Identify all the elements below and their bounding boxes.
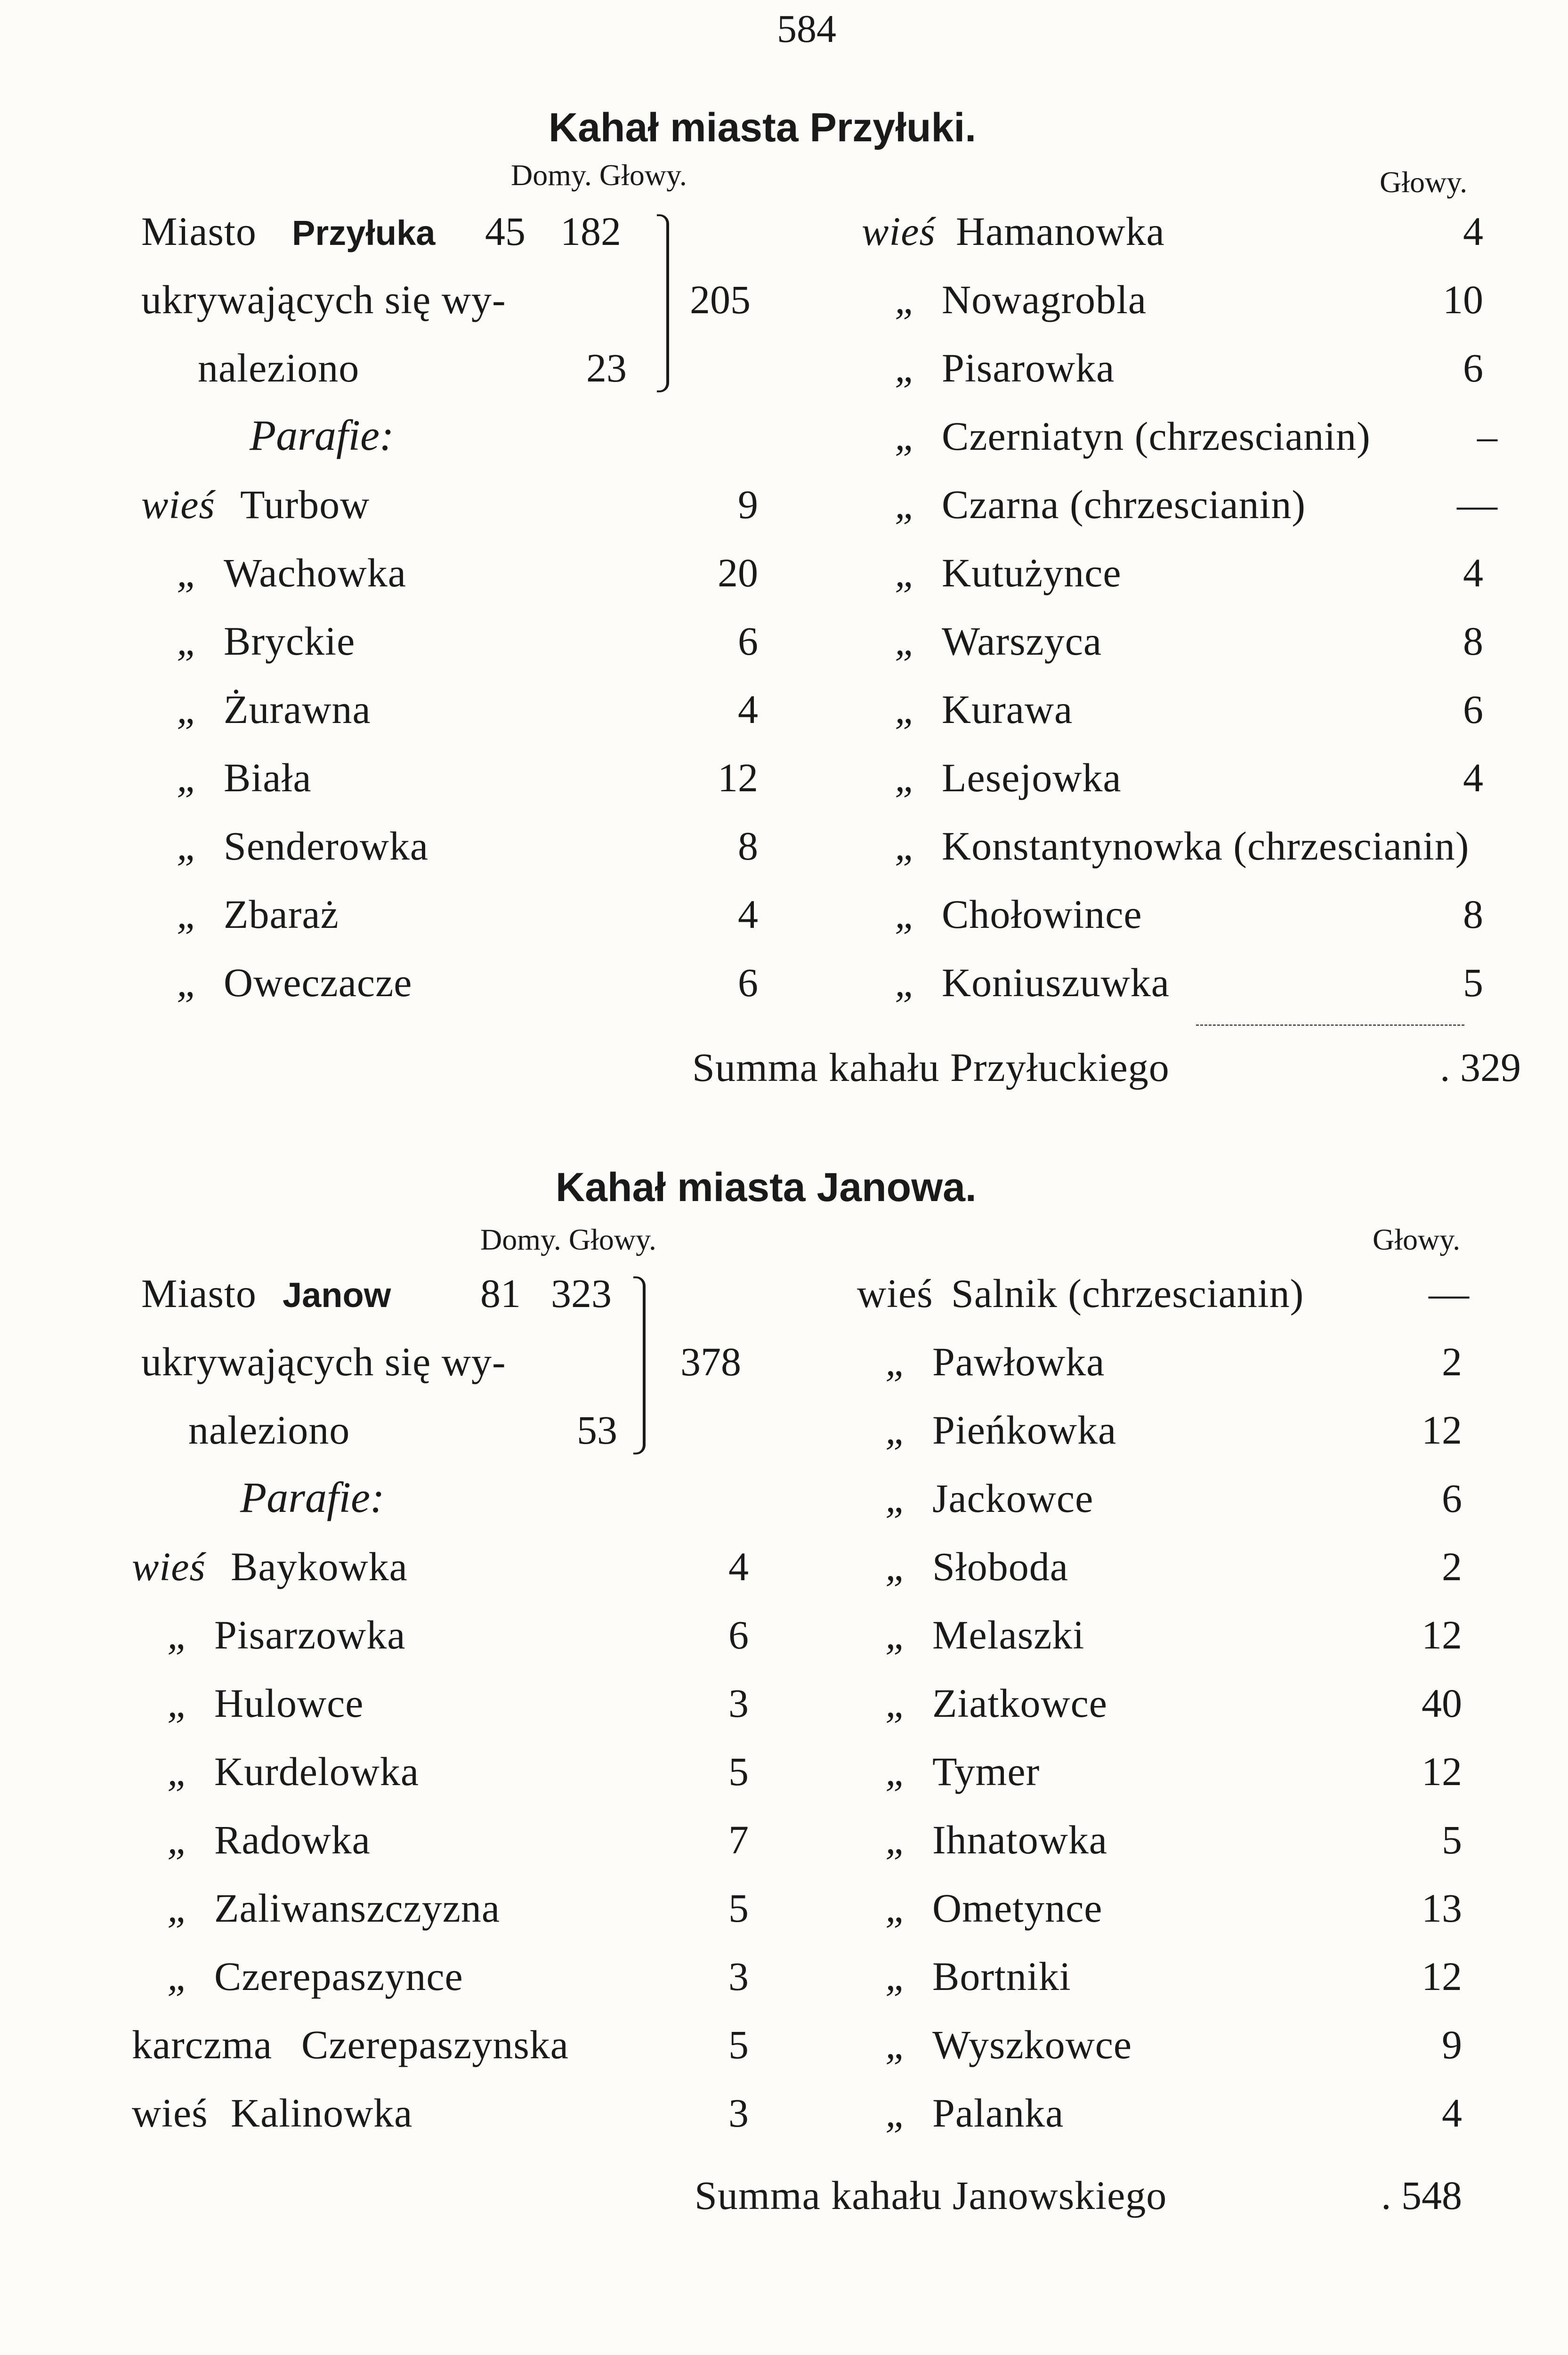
list-item — [895, 552, 1122, 593]
list-item-value: 5 — [728, 1749, 749, 1794]
list-item-prefix: karczma — [132, 2022, 273, 2067]
list-item-prefix: „ — [167, 1954, 190, 1999]
list-item-prefix: „ — [895, 414, 918, 459]
list-item-name: Lesejowka — [942, 755, 1122, 800]
list-item — [885, 1341, 1105, 1382]
list-item-value: 12 — [1422, 1612, 1462, 1657]
list-item-prefix: „ — [885, 1681, 908, 1726]
list-item-prefix: „ — [177, 618, 200, 664]
sum-label: Summa kahału Janowskiego — [695, 2173, 1167, 2218]
hidden-line-1: ukrywających się wy- — [141, 277, 506, 322]
list-item-value: — — [1429, 1271, 1469, 1316]
list-item — [885, 1546, 1068, 1587]
list-item-value: 6 — [1463, 687, 1483, 732]
list-item-prefix: „ — [895, 892, 918, 937]
list-item-value: 8 — [738, 823, 758, 869]
list-item — [895, 757, 1122, 798]
list-item-prefix: „ — [895, 550, 918, 595]
list-item-value: 5 — [728, 2022, 749, 2067]
city-domy: 45 — [485, 209, 525, 254]
list-item-name: Konstantynowka (chrzescianin) — [942, 823, 1470, 869]
list-item — [885, 2024, 1132, 2065]
list-item-value: 2 — [1442, 1339, 1462, 1384]
list-item-name: Kutużynce — [942, 550, 1122, 595]
list-item-name: Salnik (chrzescianin) — [951, 1271, 1304, 1316]
list-item-value: 40 — [1422, 1681, 1462, 1726]
list-item-name: Radowka — [214, 1817, 371, 1862]
list-item-name: Bortniki — [932, 1954, 1071, 1999]
list-item-value: 2 — [1442, 1544, 1462, 1589]
brace — [633, 1276, 646, 1454]
city-glowy: 323 — [551, 1271, 612, 1316]
list-item-prefix: „ — [895, 277, 918, 322]
sum-divider — [1196, 1024, 1464, 1026]
list-item-value: 3 — [728, 1681, 749, 1726]
list-item-name: Chołowince — [942, 892, 1142, 937]
list-item-prefix: „ — [885, 1476, 908, 1521]
list-item-name: Ometynce — [932, 1885, 1103, 1931]
list-item-name: Żurawna — [224, 687, 371, 732]
list-item-prefix: „ — [895, 618, 918, 664]
list-item-value: 9 — [738, 482, 758, 527]
list-item-value: 10 — [1443, 277, 1483, 322]
list-item — [885, 1885, 1103, 1931]
list-item — [885, 1478, 1093, 1519]
list-item-name: Ihnatowka — [932, 1817, 1107, 1862]
section-title: Kahał miasta Janowa. — [556, 1165, 977, 1210]
parishes-label: Parafie: — [250, 411, 394, 459]
list-item-name: Tymer — [932, 1749, 1040, 1794]
column-header-left: Domy. Głowy. — [511, 158, 687, 192]
list-item-prefix: „ — [885, 1749, 908, 1794]
list-item-name: Pisarowka — [942, 345, 1115, 390]
page-number: 584 — [777, 7, 836, 51]
list-item-value: 4 — [738, 687, 758, 732]
list-item-prefix: „ — [177, 892, 200, 937]
list-item-name: Kurawa — [942, 687, 1073, 732]
list-item-prefix: „ — [177, 823, 200, 869]
list-item-value: 12 — [1422, 1407, 1462, 1453]
list-item — [132, 2090, 413, 2136]
list-item — [862, 211, 1165, 252]
list-item-name: Czarna (chrzescianin) — [942, 482, 1306, 527]
list-item — [132, 2024, 569, 2065]
city-glowy: 182 — [560, 209, 621, 254]
list-item-name: Melaszki — [932, 1612, 1085, 1657]
list-item-name: Wyszkowce — [932, 2022, 1132, 2067]
list-item-prefix: „ — [167, 1612, 190, 1657]
hidden-count: 53 — [577, 1407, 617, 1453]
list-item-name: Biała — [224, 755, 312, 800]
list-item-prefix: wieś — [141, 482, 215, 527]
list-item-prefix: „ — [167, 1749, 190, 1794]
list-item — [177, 618, 356, 664]
list-item-prefix: „ — [177, 960, 200, 1005]
hidden-count: 23 — [586, 345, 627, 390]
list-item — [885, 2090, 1064, 2136]
list-item-name: Nowagrobla — [942, 277, 1147, 322]
list-item-name: Koniuszuwka — [942, 960, 1170, 1005]
list-item — [885, 1407, 1117, 1453]
sum-value: . 329 — [1440, 1045, 1521, 1090]
list-item-name: Czerepaszynska — [301, 2022, 569, 2067]
list-item-name: Senderowka — [224, 823, 429, 869]
list-item-name: Ziatkowce — [932, 1681, 1107, 1726]
list-item — [177, 757, 312, 798]
list-item-prefix: wieś — [857, 1271, 933, 1316]
list-item-prefix: „ — [177, 550, 200, 595]
list-item — [895, 823, 1470, 869]
list-item-prefix: wieś — [862, 209, 936, 254]
list-item-value: 4 — [1442, 2090, 1462, 2136]
list-item — [177, 823, 429, 869]
list-item — [895, 414, 1371, 459]
brace-total: 378 — [680, 1339, 741, 1384]
list-item-prefix: „ — [167, 1817, 190, 1862]
list-item — [167, 1612, 406, 1657]
list-item-prefix: wieś — [132, 1544, 206, 1589]
list-item-prefix: „ — [885, 1817, 908, 1862]
list-item-prefix: „ — [885, 1954, 908, 1999]
list-item-prefix: „ — [885, 1407, 908, 1453]
list-item-name: Kurdelowka — [214, 1749, 420, 1794]
list-item — [167, 1751, 419, 1792]
list-item-value: — — [1457, 482, 1497, 527]
list-item-value: 3 — [728, 1954, 749, 1999]
list-item — [177, 552, 406, 593]
list-item — [857, 1273, 1304, 1314]
list-item-value: 4 — [1463, 209, 1483, 254]
brace — [657, 214, 669, 392]
list-item-prefix: wieś — [132, 2090, 208, 2136]
section-title: Kahał miasta Przyłuki. — [549, 105, 977, 150]
list-item — [895, 892, 1142, 937]
list-item — [132, 1546, 408, 1587]
list-item-name: Warszyca — [942, 618, 1102, 664]
list-item-name: Czerepaszynce — [214, 1954, 463, 1999]
sum-value: . 548 — [1381, 2173, 1462, 2218]
list-item-prefix: „ — [895, 687, 918, 732]
list-item-name: Palanka — [932, 2090, 1064, 2136]
list-item-name: Pieńkowka — [932, 1407, 1117, 1453]
list-item — [177, 962, 412, 1003]
list-item-value: 6 — [728, 1612, 749, 1657]
hidden-line-2: naleziono — [188, 1407, 350, 1453]
list-item-name: Czerniatyn (chrzescianin) — [942, 414, 1371, 459]
hidden-line-1: ukrywających się wy- — [141, 1339, 506, 1384]
list-item-value: 13 — [1422, 1885, 1462, 1931]
brace-total: 205 — [690, 277, 751, 322]
city-name: Janow — [283, 1275, 391, 1315]
city-prefix: Miasto — [141, 1271, 257, 1316]
sum-label: Summa kahału Przyłuckiego — [692, 1045, 1170, 1090]
list-item-name: Baykowka — [231, 1544, 408, 1589]
list-item-name: Bryckie — [224, 618, 356, 664]
list-item-prefix: „ — [895, 345, 918, 390]
list-item — [885, 1751, 1040, 1792]
list-item-prefix: „ — [177, 755, 200, 800]
list-item — [885, 1956, 1071, 1997]
list-item-value: 4 — [1463, 755, 1483, 800]
list-item-value: – — [1477, 414, 1497, 459]
list-item — [167, 1956, 463, 1997]
city-prefix: Miasto — [141, 209, 257, 254]
city-domy: 81 — [480, 1271, 521, 1316]
list-item-value: 12 — [1422, 1749, 1462, 1794]
column-header-right: Głowy. — [1373, 1223, 1461, 1256]
parishes-label: Parafie: — [240, 1473, 385, 1521]
list-item-prefix: „ — [167, 1681, 190, 1726]
list-item-name: Jackowce — [932, 1476, 1094, 1521]
list-item-value: 4 — [1463, 550, 1483, 595]
list-item-prefix: „ — [885, 1544, 908, 1589]
list-item — [895, 962, 1170, 1003]
list-item — [895, 618, 1102, 664]
list-item-value: 5 — [728, 1885, 749, 1931]
list-item — [177, 892, 339, 937]
column-header-right: Głowy. — [1380, 165, 1468, 199]
city-name: Przyłuka — [292, 213, 436, 252]
list-item-value: 4 — [738, 892, 758, 937]
list-item — [895, 279, 1147, 320]
list-item-name: Hamanowka — [956, 209, 1165, 254]
list-item-prefix: „ — [885, 2022, 908, 2067]
list-item-prefix: „ — [895, 755, 918, 800]
list-item-value: 8 — [1463, 618, 1483, 664]
list-item — [177, 689, 371, 730]
list-item-name: Pawłowka — [932, 1339, 1105, 1384]
list-item — [167, 1885, 501, 1931]
list-item-value: 6 — [738, 960, 758, 1005]
list-item-name: Zaliwanszczyzna — [214, 1885, 501, 1931]
list-item-value: 5 — [1463, 960, 1483, 1005]
list-item — [885, 1612, 1085, 1657]
list-item-value: 6 — [1442, 1476, 1462, 1521]
list-item-value: 12 — [1422, 1954, 1462, 1999]
list-item — [885, 1819, 1107, 1860]
list-item-prefix: „ — [895, 823, 918, 869]
list-item-name: Zbaraż — [224, 892, 339, 937]
list-item — [895, 484, 1306, 525]
list-item-value: 7 — [728, 1817, 749, 1862]
list-item-prefix: „ — [895, 960, 918, 1005]
list-item — [167, 1819, 371, 1860]
list-item-name: Oweczacze — [224, 960, 412, 1005]
list-item-value: 8 — [1463, 892, 1483, 937]
list-item-value: 9 — [1442, 2022, 1462, 2067]
list-item — [895, 345, 1115, 390]
list-item-prefix: „ — [167, 1885, 190, 1931]
list-item-name: Kalinowka — [231, 2090, 413, 2136]
column-header-left: Domy. Głowy. — [480, 1223, 656, 1256]
list-item — [167, 1681, 364, 1726]
list-item-prefix: „ — [895, 482, 918, 527]
list-item-value: 6 — [738, 618, 758, 664]
list-item-value: 12 — [718, 755, 758, 800]
list-item-name: Pisarzowka — [214, 1612, 406, 1657]
list-item-prefix: „ — [885, 2090, 908, 2136]
list-item-prefix: „ — [885, 1885, 908, 1931]
list-item-prefix: „ — [885, 1612, 908, 1657]
list-item-name: Hulowce — [214, 1681, 364, 1726]
list-item-value: 3 — [728, 2090, 749, 2136]
list-item — [895, 689, 1073, 730]
list-item-value: 4 — [728, 1544, 749, 1589]
list-item — [885, 1681, 1107, 1726]
list-item-name: Turbow — [240, 482, 370, 527]
list-item-value: 20 — [718, 550, 758, 595]
hidden-line-2: naleziono — [198, 345, 360, 390]
list-item — [141, 484, 370, 525]
list-item-name: Wachowka — [224, 550, 406, 595]
list-item-prefix: „ — [885, 1339, 908, 1384]
list-item-value: 6 — [1463, 345, 1483, 390]
list-item-value: 5 — [1442, 1817, 1462, 1862]
list-item-prefix: „ — [177, 687, 200, 732]
list-item-name: Słoboda — [932, 1544, 1068, 1589]
